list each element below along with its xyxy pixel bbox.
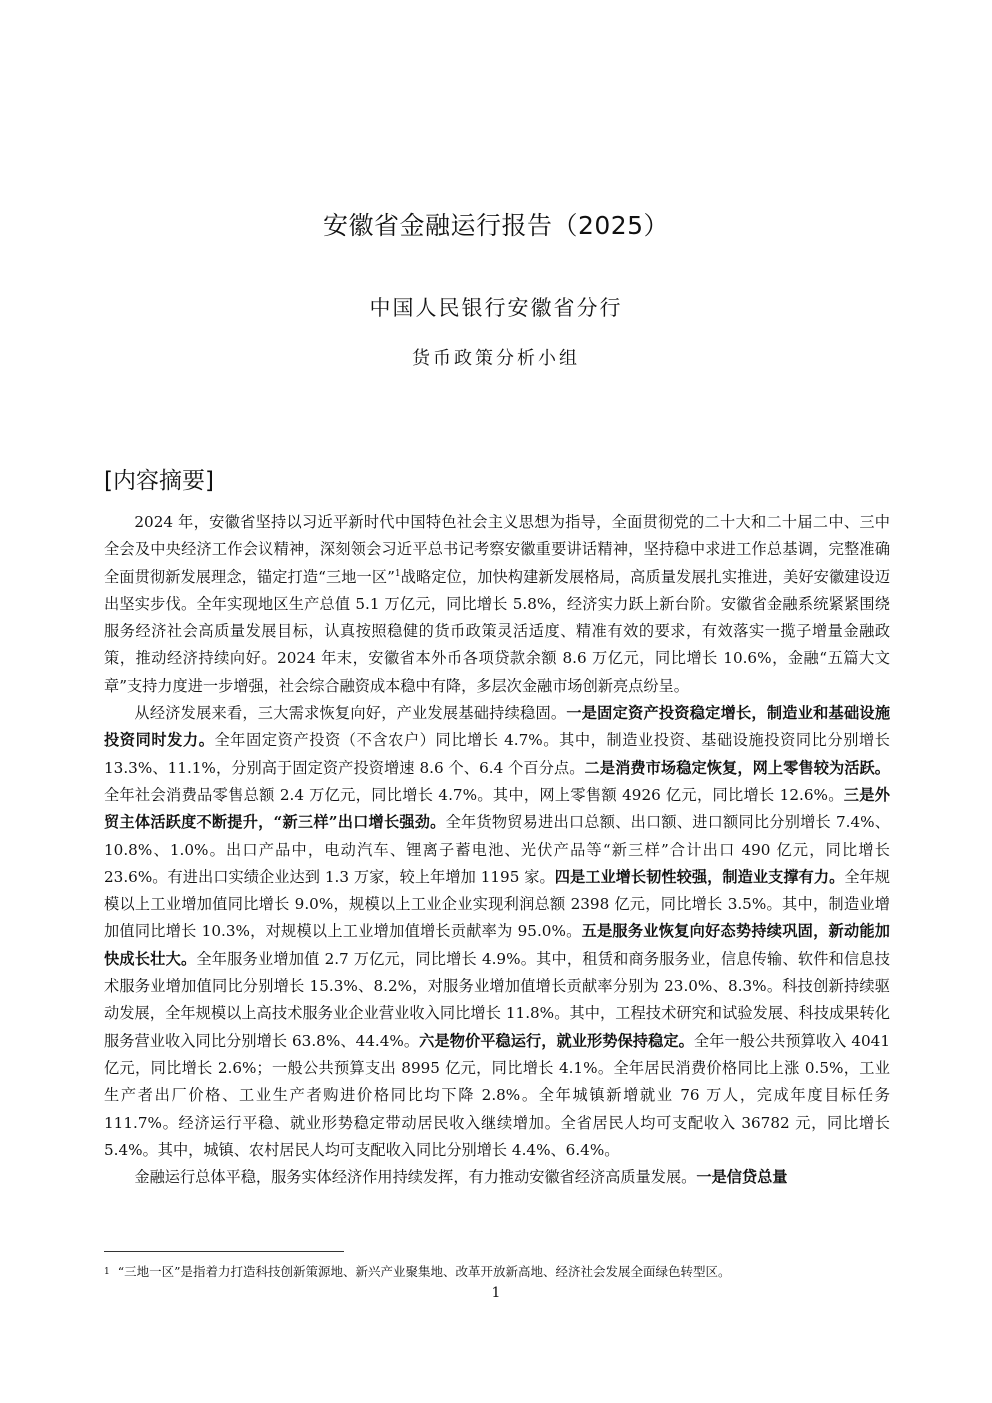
paragraph-2-text-6: 全年服务业增加值 2.7 万亿元，同比增长 4.9%。其中，租赁和商务服务业，信息传输、软件和信息技术服务业增加值同比分别增长 15.3%、8.2%，对服务业增加值增长贡献率分别为 23.0%、8.3%。科技创新持续驱动发展，全年规模以上高技术服务业企业营业收入同比增长 11.8%。其中，工程技术研究和试验发展、科技成果转化服务营业收入同比分别增长 63.8%、44.4%。 bbox=[104, 949, 890, 1050]
paragraph-1-text-a: 2024 年，安徽省坚持以习近平新时代中国特色社会主义思想为指导，全面贯彻党的二十大和二十届二中、三中全会及中央经济工作会议精神，深刻领会习近平总书记考察安徽重要讲话精神，坚持稳中求进工作总基调，完整准确全面贯彻新发展理念，锚定打造“三地一区” bbox=[104, 513, 890, 586]
footnote-mark: 1 bbox=[104, 1267, 110, 1277]
paragraph-3-bold-1: 一是信贷总量 bbox=[696, 1168, 788, 1187]
paragraph-3 bbox=[104, 1164, 890, 1191]
paragraph-2-bold-4: 四是工业增长韧性较强，制造业支撑有力。 bbox=[554, 867, 845, 886]
paragraph-2-bold-2: 二是消费市场稳定恢复，网上零售较为活跃。 bbox=[584, 758, 890, 777]
body-text bbox=[104, 509, 890, 1191]
document-title: 安徽省金融运行报告（2025） bbox=[322, 211, 670, 240]
paragraph-2-bold-5: 五是服务业恢复向好态势持续巩固，新动能加快成长壮大。 bbox=[104, 922, 890, 968]
paragraph-2-text-5: 全年规模以上工业增加值同比增长 9.0%，规模以上工业企业实现利润总额 2398 亿元，同比增长 3.5%。其中，制造业增加值同比增长 10.3%，对规模以上工业增加值增长贡献率为 95.0%。 bbox=[104, 867, 890, 941]
paragraph-2-bold-3: 三是外贸主体活跃度不断提升，“新三样”出口增长强劲。 bbox=[104, 785, 890, 832]
paragraph-3-text-1: 金融运行总体平稳，服务实体经济作用持续发挥，有力推动安徽省经济高质量发展。 bbox=[134, 1168, 697, 1187]
paragraph-2-bold-6: 六是物价平稳运行，就业形势保持稳定。 bbox=[419, 1031, 694, 1050]
footnote-text: “三地一区”是指着力打造科技创新策源地、新兴产业聚集地、改革开放新高地、经济社会发展全面绿色转型区。 bbox=[117, 1264, 731, 1279]
paragraph-2-text-2: 全年固定资产投资（不含农户）同比增长 4.7%。其中，制造业投资、基础设施投资同比分别增长 13.3%、11.1%，分别高于固定资产投资增速 8.6 个、6.4 个百分点。 bbox=[104, 731, 890, 777]
paragraph-2-text-7: 全年一般公共预算收入 4041 亿元，同比增长 2.6%；一般公共预算支出 8995 亿元，同比增长 4.1%。全年居民消费价格同比上涨 0.5%，工业生产者出厂价格、工业生产者购进价格同比均下降 2.8%。全年城镇新增就业 76 万人，完成年度目标任务 111.7%。经济运行平稳、就业形势稳定带动居民收入继续增加。全省居民人均可支配收入 36782 元，同比增长 5.4%。其中，城镇、农村居民人均可支配收入同比分别增长 4.4%、6.4%。 bbox=[104, 1031, 890, 1159]
author-group: 货币政策分析小组 bbox=[412, 348, 580, 369]
author-organization: 中国人民银行安徽省分行 bbox=[369, 296, 623, 320]
paragraph-2-bold-1: 一是固定资产投资稳定增长，制造业和基础设施投资同时发力。 bbox=[104, 704, 891, 750]
paragraph-2-text-4: 全年货物贸易进出口总额、出口额、进口额同比分别增长 7.4%、10.8%、1.0%。出口产品中，电动汽车、锂离子蓄电池、光伏产品等“新三样”合计出口 490 亿元，同比增长 23.6%。有进出口实绩企业达到 1.3 万家，较上年增加 1195 家。 bbox=[104, 813, 890, 886]
paragraph-2-text-1: 从经济发展来看，三大需求恢复向好，产业发展基础持续稳固。 bbox=[134, 704, 567, 723]
paragraph-1-text-b: 战略定位，加快构建新发展格局，高质量发展扎实推进，美好安徽建设迈出坚实步伐。全年实现地区生产总值 5.1 万亿元，同比增长 5.8%，经济实力跃上新台阶。安徽省金融系统紧紧围绕服务经济社会高质量发展目标，认真按照稳健的货币政策灵活适度、精准有效的要求，有效落实一揽子增量金融政策，推动经济持续向好。2024 年末，安徽省本外币各项贷款余额 8.6 万亿元，同比增长 10.6%，金融“五篇大文章”支持力度进一步增强，社会综合融资成本稳中有降，多层次金融市场创新亮点纷呈。 bbox=[104, 567, 891, 695]
paragraph-1 bbox=[104, 509, 890, 700]
section-heading: [内容摘要] bbox=[104, 468, 214, 494]
paragraph-2 bbox=[104, 700, 890, 1164]
footnote bbox=[104, 1264, 894, 1280]
paragraph-2-text-3: 全年社会消费品零售总额 2.4 万亿元，同比增长 4.7%。其中，网上零售额 4926 亿元，同比增长 12.6%。 bbox=[104, 785, 844, 804]
page-number: 1 bbox=[491, 1285, 501, 1301]
footnote-reference[interactable]: 1 bbox=[394, 568, 401, 579]
footnote-divider bbox=[104, 1251, 344, 1252]
